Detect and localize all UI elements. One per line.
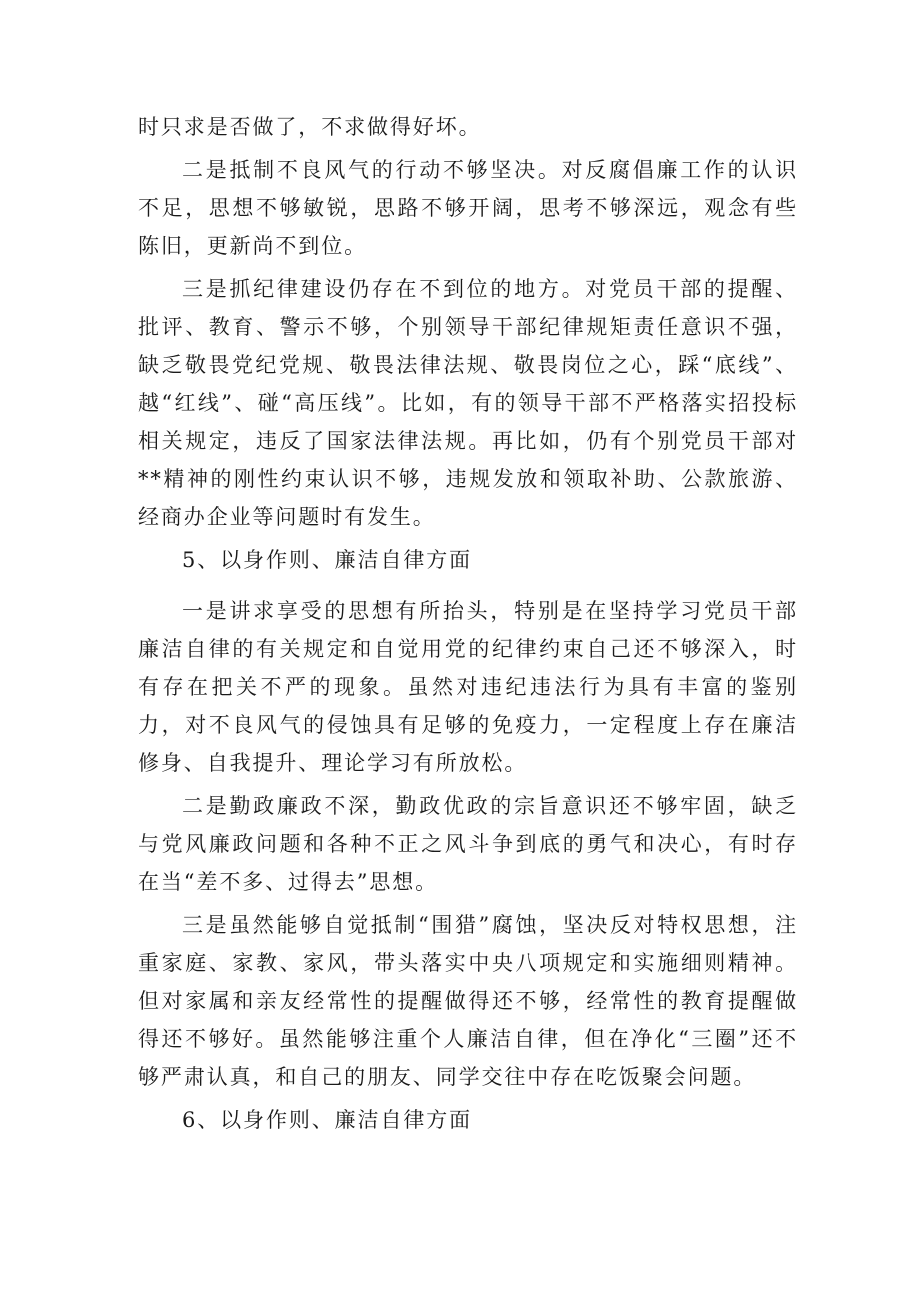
paragraph-point-3: 三是抓纪律建设仍存在不到位的地方。对党员干部的提醒、批评、教育、警示不够，个别领导干部纪律规矩责任意识不强，缺乏敬畏党纪党规、敬畏法律法规、敬畏岗位之心，踩“底线”、越“红线”、碰“高压线”。比如，有的领导干部不严格落实招投标相关规定，违反了国家法律法规。再比如，仍有个别党员干部对**精神的刚性约束认识不够，违规发放和领取补助、公款旅游、经商办企业等问题时有发生。 <box>138 277 798 529</box>
section-heading-6: 6、以身作则、廉洁自律方面 <box>182 1108 473 1132</box>
paragraph-section5-point-3: 三是虽然能够自觉抵制“围猎”腐蚀，坚决反对特权思想，注重家庭、家教、家风，带头落实中央八项规定和实施细则精神。但对家属和亲友经常性的提醒做得还不够，经常性的教育提醒做得还不够好。虽然能够注重个人廉洁自律，但在净化“三圈”还不够严肃认真，和自己的朋友、同学交往中存在吃饭聚会问题。 <box>138 913 798 1089</box>
paragraph-section5-point-2: 二是勤政廉政不深，勤政优政的宗旨意识还不够牢固，缺乏与党风廉政问题和各种不正之风斗争到底的勇气和决心，有时存在当“差不多、过得去”思想。 <box>138 794 798 894</box>
paragraph-section5-point-1: 一是讲求享受的思想有所抬头，特别是在坚持学习党员干部廉洁自律的有关规定和自觉用党的纪律约束自己还不够深入，时有存在把关不严的现象。虽然对违纪违法行为具有丰富的鉴别力，对不良风气的侵蚀具有足够的免疫力，一定程度上存在廉洁修身、自我提升、理论学习有所放松。 <box>138 599 798 775</box>
section-heading-5: 5、以身作则、廉洁自律方面 <box>182 548 473 572</box>
document-body <box>138 108 798 1152</box>
paragraph-point-2: 二是抵制不良风气的行动不够坚决。对反腐倡廉工作的认识不足，思想不够敏锐，思路不够开阔，思考不够深远，观念有些陈旧，更新尚不到位。 <box>138 158 798 258</box>
paragraph-continuation: 时只求是否做了，不求做得好坏。 <box>138 115 482 139</box>
